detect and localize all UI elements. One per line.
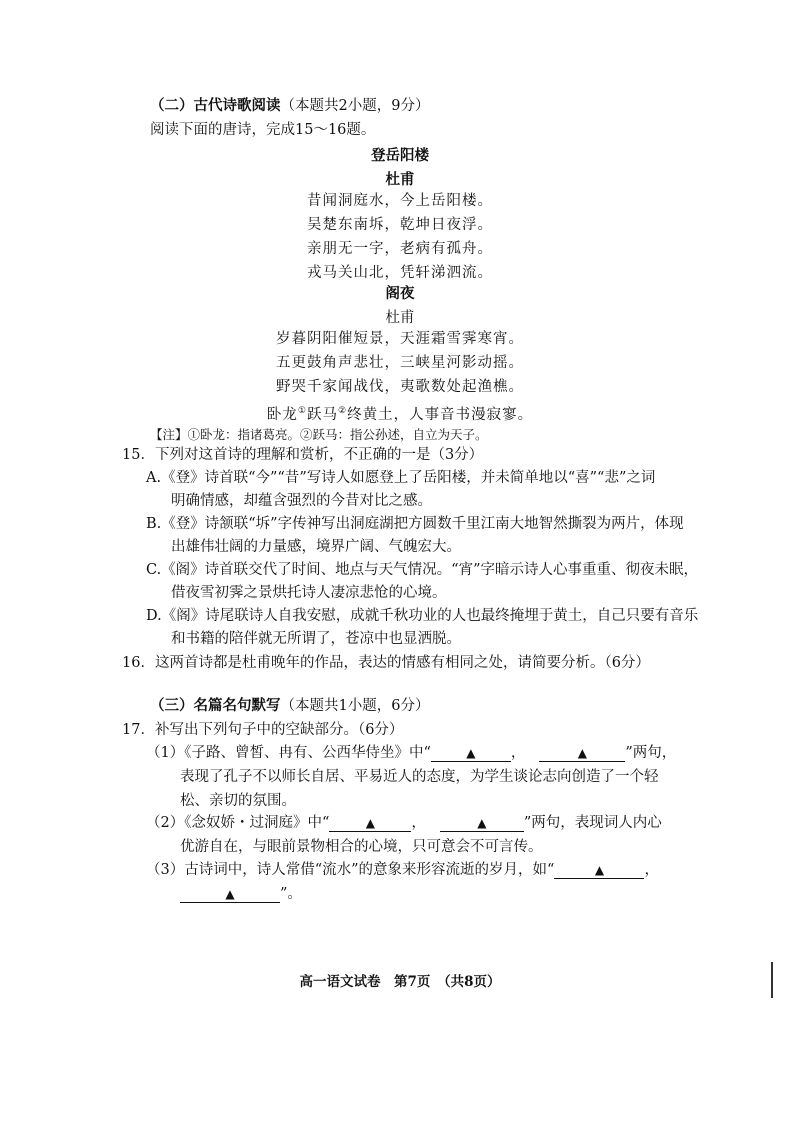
note-mark-2: ② [338,406,348,416]
q17-stem: 17．补写出下列句子中的空缺部分。（6分） [122,722,404,738]
poem2-line: 野哭千家闻战伐，夷歌数处起渔樵。 [276,379,524,395]
q16-stem: 16．这两首诗都是杜甫晚年的作品，表达的情感有相同之处，请简要分析。（6分） [122,655,650,671]
poem2-line: 五更鼓角声悲壮，三峡星河影动摇。 [276,355,524,371]
q15-stem: 15．下列对这首诗的理解和赏析，不正确的一是（3分） [122,447,484,463]
poem2-last-b: 跃马 [307,406,338,423]
poem1-line: 戎马关山北，凭轩涕泗流。 [307,265,493,281]
poem2-body [0,327,800,427]
blank-marker-icon: ▲ [477,816,487,830]
blank-marker-icon: ▲ [225,887,235,901]
answer-blank[interactable] [180,886,280,903]
q15-option-b-line2: 出雄伟壮阔的力量感，境界广阔、气魄宏大。 [171,539,461,555]
section3-heading-note: （本题共1小题，6分） [280,698,430,714]
section2-heading-label: （二）古代诗歌阅读 [150,97,281,114]
q17-item1-prefix: （1）《子路、曾皙、冉有、公西华侍坐》中“ [146,745,431,761]
q15-option-b-line1: B.《登》诗颔联“坼”字传神写出洞庭湖把方圆数千里江南大地智然撕裂为两片，体现 [146,516,684,532]
q17-item3-suffix: ”。 [280,886,302,902]
q17-item1-sep: ， [510,745,526,761]
q15-option-c-line1: C.《阁》诗首联交代了时间、地点与天气情况。“宵”字暗示诗人心事重重、彻夜未眠， [146,562,699,578]
poem1-line: 亲朋无一字，老病有孤舟。 [307,241,493,257]
q17-item2-line1 [146,813,662,833]
q17-item1-line3: 松、亲切的氛围。 [180,793,296,809]
q17-item3-prefix: （3）古诗词中，诗人常借“流水”的意象来形容流逝的岁月，如“ [146,862,555,878]
poem2-last-line [0,399,800,427]
poem2-title: 阁夜 [385,285,415,302]
q17-item2-line2: 优游自在，与眼前景物相合的心境，只可意会不可言传。 [180,839,543,855]
answer-blank[interactable] [440,815,524,832]
q15-option-c-line2: 借夜雪初霁之景烘托诗人凄凉悲怆的心境。 [171,585,447,601]
q17-item1-suffix: ”两句， [625,745,677,761]
blank-marker-icon: ▲ [577,746,587,760]
poem1-title: 登岳阳楼 [371,147,429,164]
poem1-body [0,189,800,285]
answer-blank[interactable] [539,745,625,762]
section3-heading [150,696,429,716]
q15-option-a-line2: 明确情感，却蕴含强烈的今昔对比之感。 [171,493,432,509]
q15-option-d-line1: D.《阁》诗尾联诗人自我安慰，成就千秋功业的人也最终掩埋于黄土，自己只要有音乐 [146,608,699,624]
blank-marker-icon: ▲ [365,816,375,830]
q17-item1-line2: 表现了孔子不以师长自居、平易近人的态度，为学生谈论志向创造了一个轻 [180,769,659,785]
q17-item2-sep: ， [411,815,426,831]
poem2-last-a: 卧龙 [266,406,298,423]
q17-item1-line1 [146,743,676,763]
poem1-line: 昔闻洞庭水，今上岳阳楼。 [307,193,493,209]
answer-blank[interactable] [329,815,411,832]
q17-item3-sep: ， [644,862,659,878]
q15-option-d-line2: 和书籍的陪伴就无所谓了，苍凉中也显洒脱。 [171,631,461,647]
page-footer: 高一语文试卷 第7页 （共8页） [299,974,501,990]
scan-margin-line [771,962,773,998]
blank-marker-icon: ▲ [466,746,476,760]
q17-item3-line2 [180,884,302,904]
q17-item2-prefix: （2）《念奴娇・过洞庭》中“ [146,815,330,831]
section3-heading-label: （三）名篇名句默写 [150,697,281,714]
poem2-last-c: 终黄土，人事音书漫寂寥。 [347,406,534,423]
poem-note: 【注】①卧龙：指诸葛亮。②跃马：指公孙述，自立为天子。 [150,427,488,442]
section2-heading-note: （本题共2小题，9分） [280,98,430,114]
section2-instruction: 阅读下面的唐诗，完成15～16题。 [150,122,376,138]
answer-blank[interactable] [431,745,511,762]
answer-blank[interactable] [554,862,644,879]
poem1-line: 吴楚东南坼，乾坤日夜浮。 [307,217,493,233]
blank-marker-icon: ▲ [594,863,605,877]
poem2-author: 杜甫 [385,310,415,326]
note-mark-1: ① [297,406,307,416]
q15-option-a-line1: A.《登》诗首联“今”“昔”写诗人如愿登上了岳阳楼，并未简单地以“喜”“悲”之词 [146,470,656,486]
q17-item2-suffix: ”两句，表现词人内心 [523,815,662,831]
poem1-author: 杜甫 [385,171,415,188]
section2-heading [150,96,429,116]
q17-item3-line1 [146,860,659,880]
poem2-line: 岁暮阴阳催短景，天涯霜雪霁寒宵。 [276,331,524,347]
